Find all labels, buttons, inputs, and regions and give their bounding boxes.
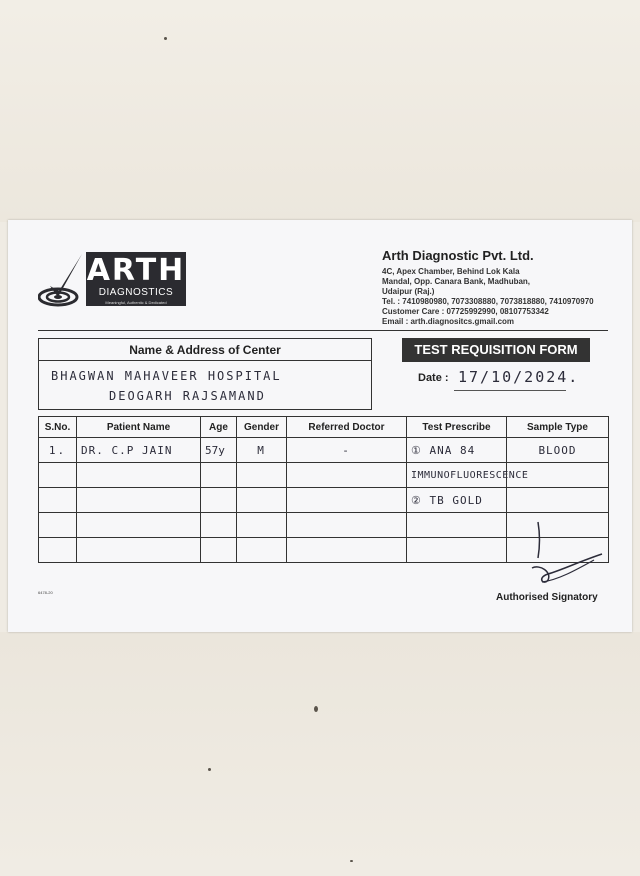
- table-header-row: [39, 417, 609, 438]
- cell-age: [201, 513, 237, 538]
- paper-speck: [208, 768, 211, 771]
- cell-sno: 1.: [39, 438, 77, 463]
- logo-subtitle: DIAGNOSTICS: [98, 287, 174, 298]
- paper-background-top: [0, 0, 640, 222]
- handwritten-signature: [518, 520, 608, 592]
- cell-test-prescribe: [407, 538, 507, 563]
- col-header-referred-doctor: Referred Doctor: [287, 417, 407, 438]
- col-header-age: Age: [201, 417, 237, 438]
- date-underline: [454, 390, 566, 391]
- cell-sample-type: [507, 488, 609, 513]
- col-header-sample-type: Sample Type: [507, 417, 609, 438]
- col-header-patient-name: Patient Name: [77, 417, 201, 438]
- company-email: Email : arth.diagnositcs.gmail.com: [382, 317, 515, 326]
- logo-tagline: Meaningful, Authentic & Dedicated: [105, 300, 167, 305]
- paper-speck: [164, 37, 167, 40]
- cell-patient-name: [77, 463, 201, 488]
- company-address-1: 4C, Apex Chamber, Behind Lok Kala: [382, 267, 520, 276]
- cell-sno: [39, 463, 77, 488]
- paper-background-bottom: [0, 632, 640, 876]
- form-code: 6478-20: [38, 590, 53, 595]
- company-name: Arth Diagnostic Pvt. Ltd.: [382, 248, 534, 263]
- company-info: [382, 248, 622, 327]
- cell-age: 57y: [201, 438, 237, 463]
- cell-sno: [39, 488, 77, 513]
- cell-sno: [39, 538, 77, 563]
- cell-referred-doctor: [287, 513, 407, 538]
- company-address-2: Mandal, Opp. Canara Bank, Madhuban,: [382, 277, 531, 286]
- center-heading: Name & Address of Center: [39, 339, 371, 361]
- center-name: BHAGWAN MAHAVEER HOSPITAL: [51, 369, 282, 383]
- col-header-test-prescribe: Test Prescribe: [407, 417, 507, 438]
- cell-referred-doctor: -: [287, 438, 407, 463]
- cell-patient-name: [77, 513, 201, 538]
- cell-test-prescribe: ① ANA 84: [407, 438, 507, 463]
- logo-wordmark: ARTH: [86, 253, 186, 288]
- cell-referred-doctor: [287, 463, 407, 488]
- cell-age: [201, 538, 237, 563]
- header-divider: [38, 330, 608, 331]
- cell-sno: [39, 513, 77, 538]
- paper-speck: [314, 706, 318, 712]
- cell-patient-name: [77, 488, 201, 513]
- date-label: Date :: [418, 372, 449, 384]
- cell-test-prescribe: ② TB GOLD: [407, 488, 507, 513]
- table-row: [39, 488, 609, 513]
- authorised-signatory-label: Authorised Signatory: [496, 592, 598, 603]
- cell-test-prescribe: IMMUNOFLUORESCENCE: [407, 463, 507, 488]
- center-address-box: [38, 338, 372, 410]
- center-location: DEOGARH RAJSAMAND: [109, 389, 266, 403]
- cell-patient-name: DR. C.P JAIN: [77, 438, 201, 463]
- cell-referred-doctor: [287, 538, 407, 563]
- company-tel: Tel. : 7410980980, 7073308880, 7073818880, 7410970970: [382, 297, 594, 306]
- col-header-sno: S.No.: [39, 417, 77, 438]
- arth-logo: [38, 248, 188, 312]
- table-row: [39, 438, 609, 463]
- cell-age: [201, 488, 237, 513]
- table-row: [39, 463, 609, 488]
- date-value: 17/10/2024.: [458, 368, 580, 386]
- cell-gender: [237, 463, 287, 488]
- cell-sample-type: BLOOD: [507, 438, 609, 463]
- cell-gender: M: [237, 438, 287, 463]
- company-customer-care: Customer Care : 07725992990, 08107753342: [382, 307, 549, 316]
- form-title: TEST REQUISITION FORM: [402, 338, 590, 362]
- col-header-gender: Gender: [237, 417, 287, 438]
- paper-speck: [350, 860, 353, 862]
- cell-referred-doctor: [287, 488, 407, 513]
- logo-box: [86, 252, 186, 306]
- cell-gender: [237, 488, 287, 513]
- requisition-slip: [8, 220, 632, 632]
- cell-gender: [237, 538, 287, 563]
- cell-test-prescribe: [407, 513, 507, 538]
- cell-age: [201, 463, 237, 488]
- cell-patient-name: [77, 538, 201, 563]
- company-address-3: Udaipur (Raj.): [382, 287, 435, 296]
- cell-gender: [237, 513, 287, 538]
- target-check-icon: [38, 248, 90, 308]
